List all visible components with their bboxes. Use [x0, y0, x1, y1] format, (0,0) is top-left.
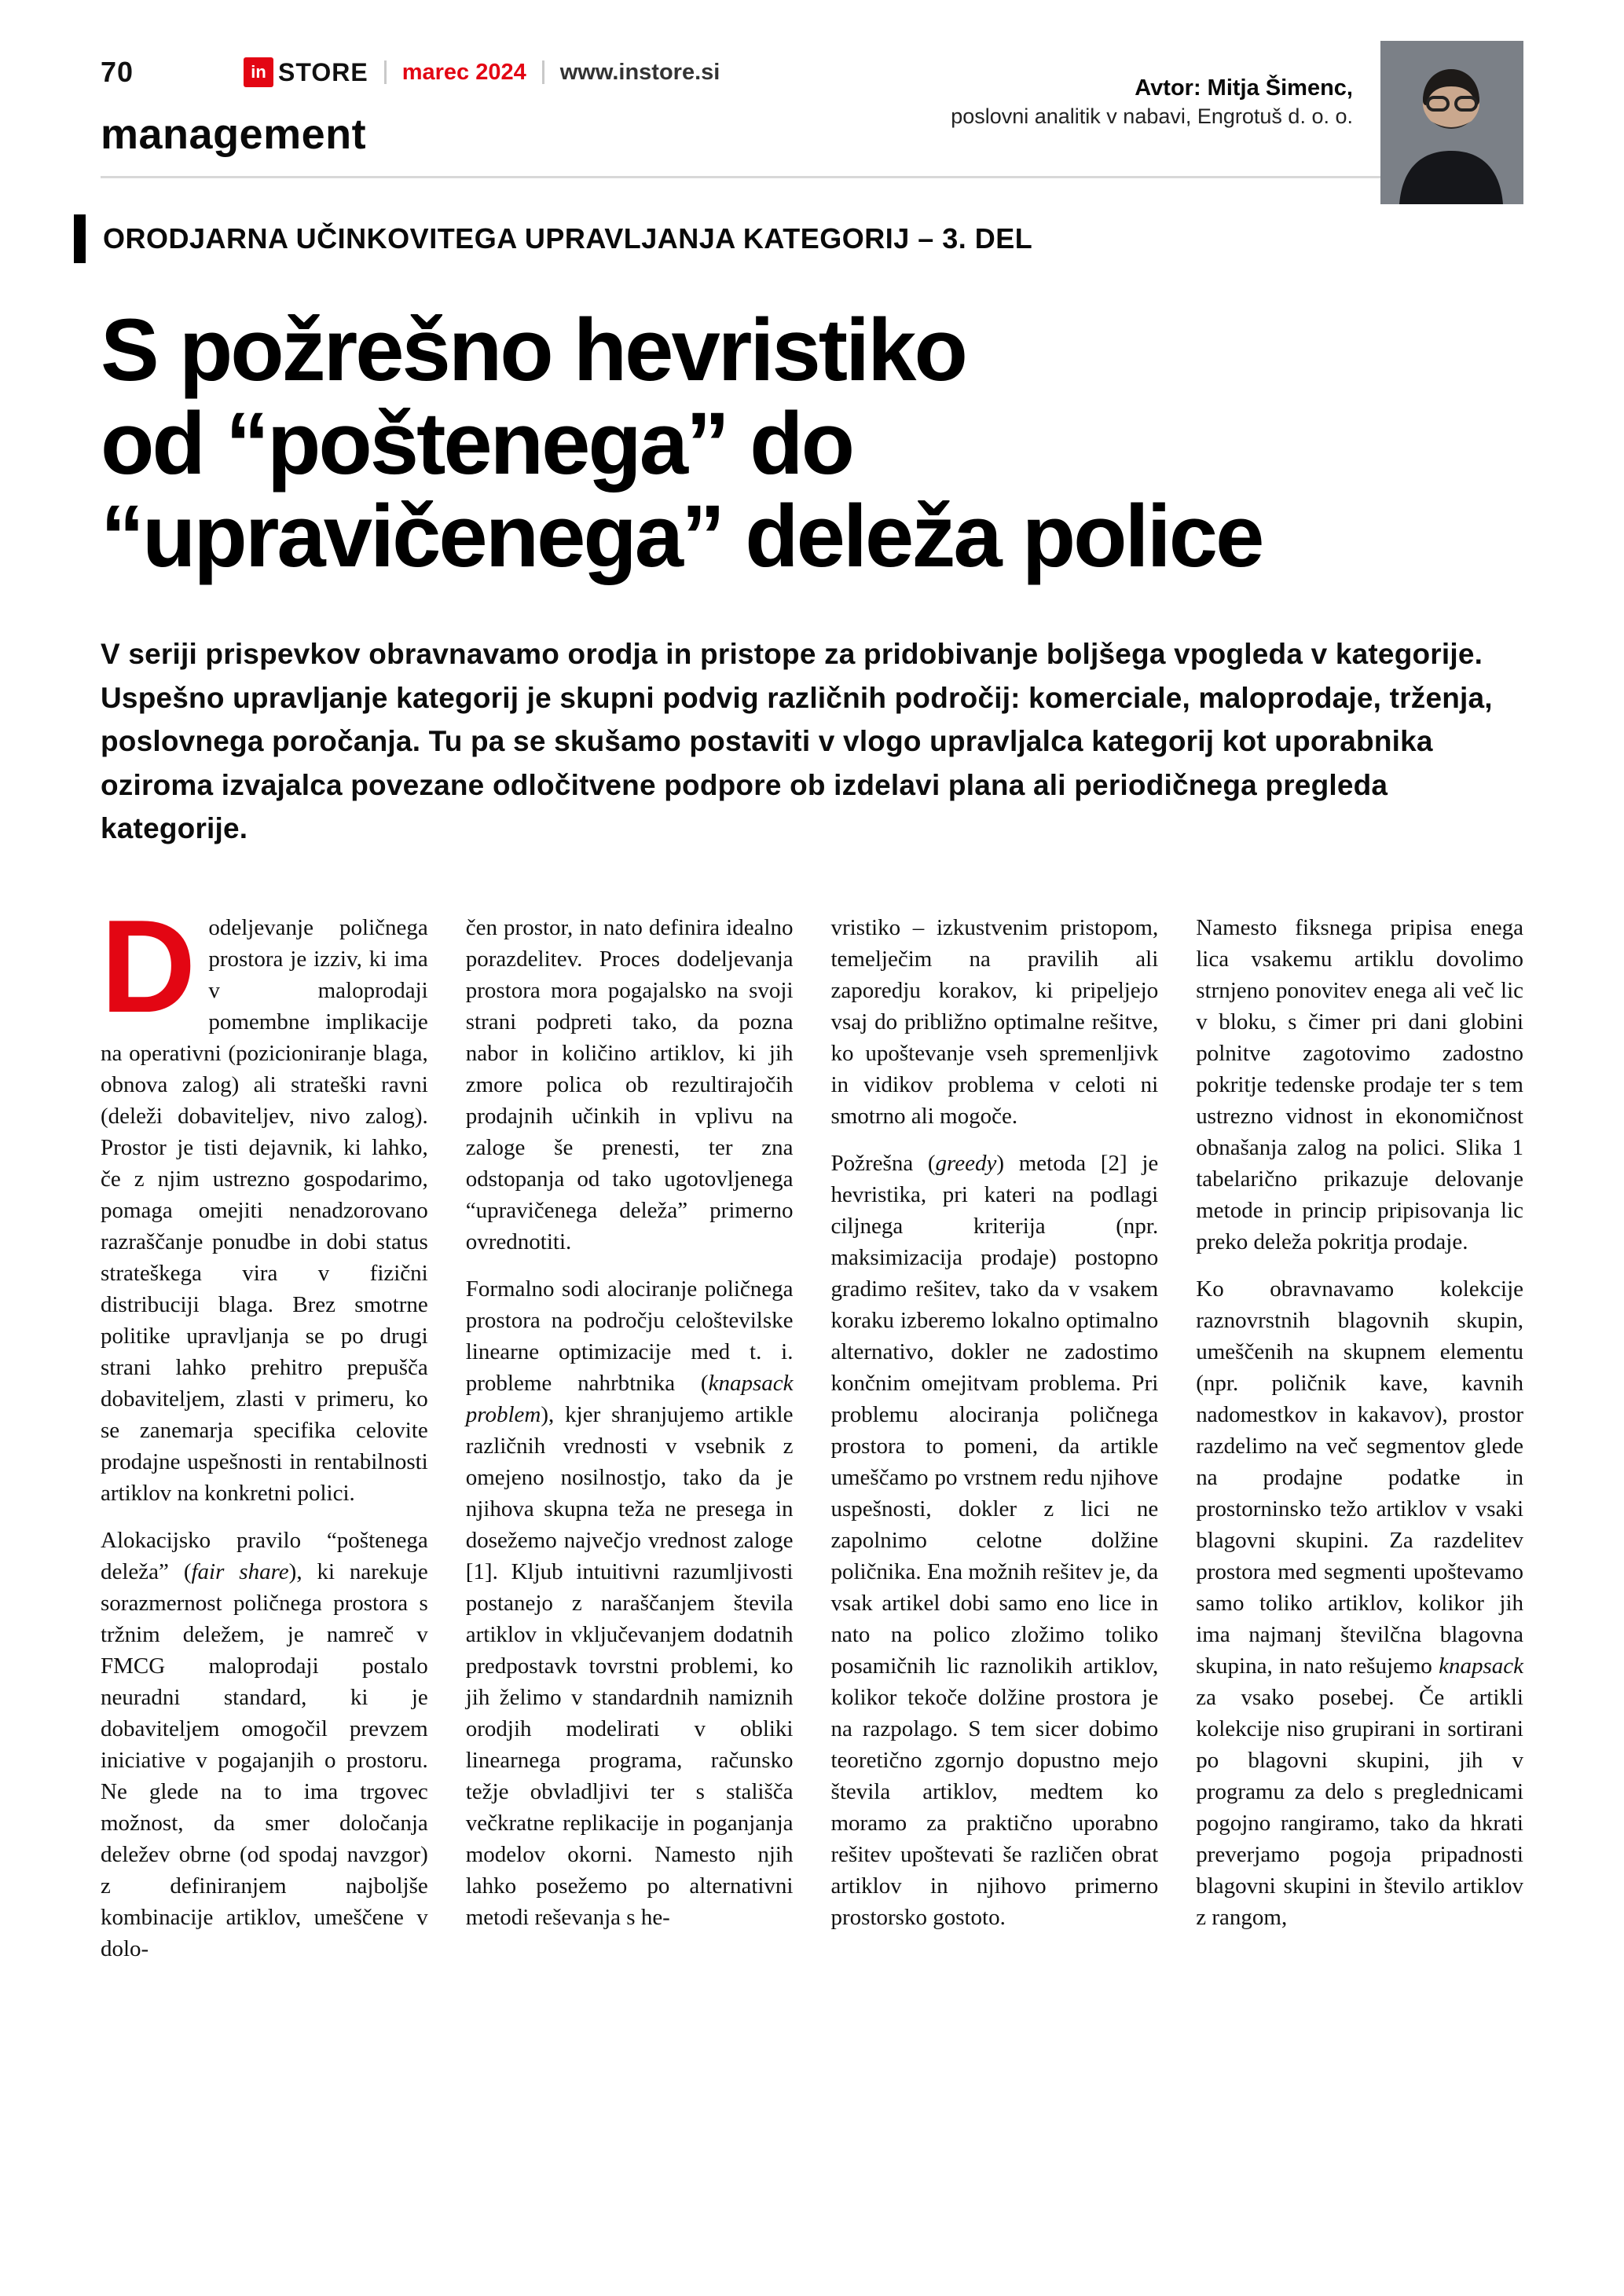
- paragraph-text: Namesto fiksnega pripisa enega lica vsakemu artiklu dovolimo strnjeno ponovitev enega ali več lic v bloku, s čimer pri dani globini polnitve zagotovimo zadostno pokritje tedenske prodaje ter s tem ustrezno vidnost in ekonomičnost obnašanja zalog na polici. Slika 1 tabelarično prikazuje delovanje metode in princip pripisovanja lic preko deleža pokritja prodaje.: [1196, 914, 1523, 1254]
- paragraph-text: čen prostor, in nato definira idealno porazdelitev. Proces dodeljevanja prostora mora pogajalsko na svoji strani podpreti tako, da pozna nabor in količino artiklov, ki jih zmore polica ob rezultirajočih prodajnih učinkih in vplivu na zaloge še prenesti, ter zna odstopanja od tako ugotovljenega “upravičenega deleža” primerno ovrednotiti.: [465, 914, 794, 1254]
- page-number: 70: [101, 56, 134, 88]
- header-divider: [384, 60, 387, 84]
- italic-term: knapsack problem: [465, 1370, 794, 1427]
- article-body: [101, 892, 1523, 1965]
- paragraph-text: Ko obravnavamo kolekcije raznovrstnih blagovnih skupin, umeščenih na skupnem elementu (npr. poličnik kave, kavnih nadomestkov in kakavov), prostor razdelimo na več segmentov glede na prodajne podatke in prostorninsko težo artiklov v vsaki blagovni skupini. Za razdelitev prostora med segmenti upoštevamo samo toliko artiklov, kolikor jih ima najmanj številčna blagovna skupina, in nato rešujemo: [1196, 1276, 1523, 1679]
- paragraph-text: Alokacijsko pravilo “poštenega deleža” (: [101, 1527, 428, 1584]
- section-title: management: [101, 111, 367, 158]
- instore-logo-text: STORE: [278, 57, 368, 86]
- body-paragraph: [1196, 912, 1523, 1258]
- body-paragraph: [101, 1525, 428, 1965]
- paragraph-text: ), kjer shranjujemo artikle različnih vrednosti v vsebnik z omejeno nosilnostjo, tako da je njihova skupna teža ne presega in dosežemo največjo vrednost zaloge [1]. Kljub intuitivni razumljivosti postanejo z naraščanjem števila artiklov in vključevanjem dodatnih predpostavk tovrstni problemi, ko jih želimo v standardnih namiznih orodjih modelirati v obliki linearnega programa, računsko težje obvladljivi ter s stališča večkratne replikacije in poganjanja modelov okorni. Namesto njih lahko posežemo po alternativni metodi reševanja s he-: [465, 1401, 794, 1931]
- headline-line-2: od “poštenega” do: [101, 394, 852, 493]
- body-paragraph: [466, 912, 794, 1258]
- paragraph-text: za vsako posebej. Če artikli kolekcije niso grupirani in sortirani po blagovni skupini, jih v programu za delo s preglednicami pogojno rangiramo, tako da hkrati preverjamo pogoja pripadnosti blagovni skupini in število artiklov z rangom,: [1196, 1685, 1523, 1931]
- website-link[interactable]: www.instore.si: [559, 59, 720, 85]
- kicker-text: ORODJARNA UČINKOVITEGA UPRAVLJANJA KATEGORIJ – 3. DEL: [103, 222, 1033, 255]
- italic-term: knapsack: [1439, 1653, 1523, 1679]
- instore-logo-icon: in: [244, 57, 273, 87]
- paragraph-text: odeljevanje poličnega prostora je izziv, ki ima v maloprodaji pomembne implikacije na operativni (pozicioniranje blaga, obnova zalog) ali strateški ravni (deleži dobaviteljev, nivo zalog). Prostor je tisti dejavnik, ki lahko, če z njim ustrezno gospodarimo, pomaga omejiti nenadzorovano razraščanje ponudbe in dobi status strateškega vira v fizični distribuciji blaga. Brez smotrne politike upravljanja se po drugi strani lahko prehitro prepušča dobaviteljem, zlasti v primeru, ko se zanemarja specifika celovite prodajne uspešnosti in rentabilnosti artiklov na konkretni polici.: [101, 914, 428, 1506]
- author-block: [951, 75, 1353, 129]
- drop-cap: D: [101, 892, 196, 1040]
- paragraph-text: vristiko – izkustvenim pristopom, temelječim na pravilih ali zaporedju korakov, ki pripeljejo vsaj do približno optimalne rešitve, ko upoštevanje vseh spremenljivk in vidikov problema v celoti ni smotrno ali mogoče.: [830, 914, 1159, 1129]
- person-silhouette-icon: [1380, 41, 1523, 204]
- author-job-title: poslovni analitik v nabavi, Engrotuš d. o. o.: [951, 104, 1353, 128]
- issue-date: marec 2024: [401, 59, 526, 85]
- body-column-2: [466, 912, 794, 1965]
- body-paragraph: [1196, 1273, 1523, 1933]
- header-rule: [101, 176, 1523, 178]
- body-column-1: [101, 892, 428, 1965]
- headline-line-1: S požrešno hevristiko: [101, 301, 966, 399]
- lead-paragraph: V seriji prispevkov obravnavamo orodja in pristope za pridobivanje boljšega vpogleda v kategorije. Uspešno upravljanje kategorij je skupni podvig različnih področij: komerciale, maloprodaje, trženja, poslovnega poročanja. Tu pa se skušamo postaviti v vlogo upravljalca kategorij kot uporabnika oziroma izvajalca povezane odločitvene podpore ob izdelavi plana ali periodičnega pregleda kategorije.: [101, 638, 1493, 845]
- kicker-bar: [74, 214, 86, 263]
- body-paragraph: [831, 912, 1159, 1132]
- body-paragraph: [466, 1273, 794, 1933]
- paragraph-text: ), ki narekuje sorazmernost poličnega prostora s tržnim deležem, je namreč v FMCG maloprodaji postalo neuradni standard, ki je dobaviteljem omogočil prevzem iniciative v pogajanjih o prostoru. Ne glede na to ima trgovec možnost, da smer določanja deležev obrne (od spodaj navzgor) z definiranjem najboljše kombinacije artiklov, umeščene v dolo-: [101, 1558, 428, 1962]
- headline-line-3: “upravičenega” deleža police: [101, 487, 1263, 586]
- paragraph-text: Formalno sodi alociranje poličnega prostora na področju celoštevilske linearne optimizacije med t. i. probleme nahrbtnika (: [465, 1276, 794, 1396]
- body-column-4: [1196, 912, 1523, 1965]
- author-name: Avtor: Mitja Šimenc,: [1135, 75, 1353, 101]
- body-paragraph: [101, 892, 428, 1509]
- italic-term: fair share: [191, 1558, 289, 1584]
- body-column-3: [831, 912, 1159, 1965]
- author-photo: [1380, 41, 1523, 204]
- kicker: [101, 214, 1523, 263]
- paragraph-text: ) metoda [2] je hevristika, pri kateri na podlagi ciljnega kriterija (npr. maksimizacija prodaje) postopno gradimo rešitev, tako da v vsakem koraku izberemo lokalno optimalno alternativo, dokler ne zadostimo končnim omejitvam problema. Pri problemu alociranja poličnega prostora to pomeni, da artikle umeščamo po vrstnem redu njihove uspešnosti, dokler z lici ne zapolnimo celotne dolžine poličnika. Ena možnih rešitev je, da vsak artikel dobi samo eno lice in nato na polico zložimo toliko posamičnih lic raznolikih artiklov, kolikor tekoče dolžine prostora je na razpolago. S tem sicer dobimo teoretično zgornjo dopustno mejo števila artiklov, medtem ko moramo za praktično uporabno rešitev upoštevati še različen obrat artiklov in njihovo primerno prostorsko gostoto.: [830, 1150, 1159, 1931]
- instore-logo: [244, 57, 368, 87]
- body-paragraph: [831, 1148, 1159, 1933]
- article-headline: [101, 301, 1523, 586]
- paragraph-text: Požrešna (: [830, 1150, 936, 1176]
- header-divider: [542, 60, 544, 84]
- italic-term: greedy: [935, 1150, 997, 1176]
